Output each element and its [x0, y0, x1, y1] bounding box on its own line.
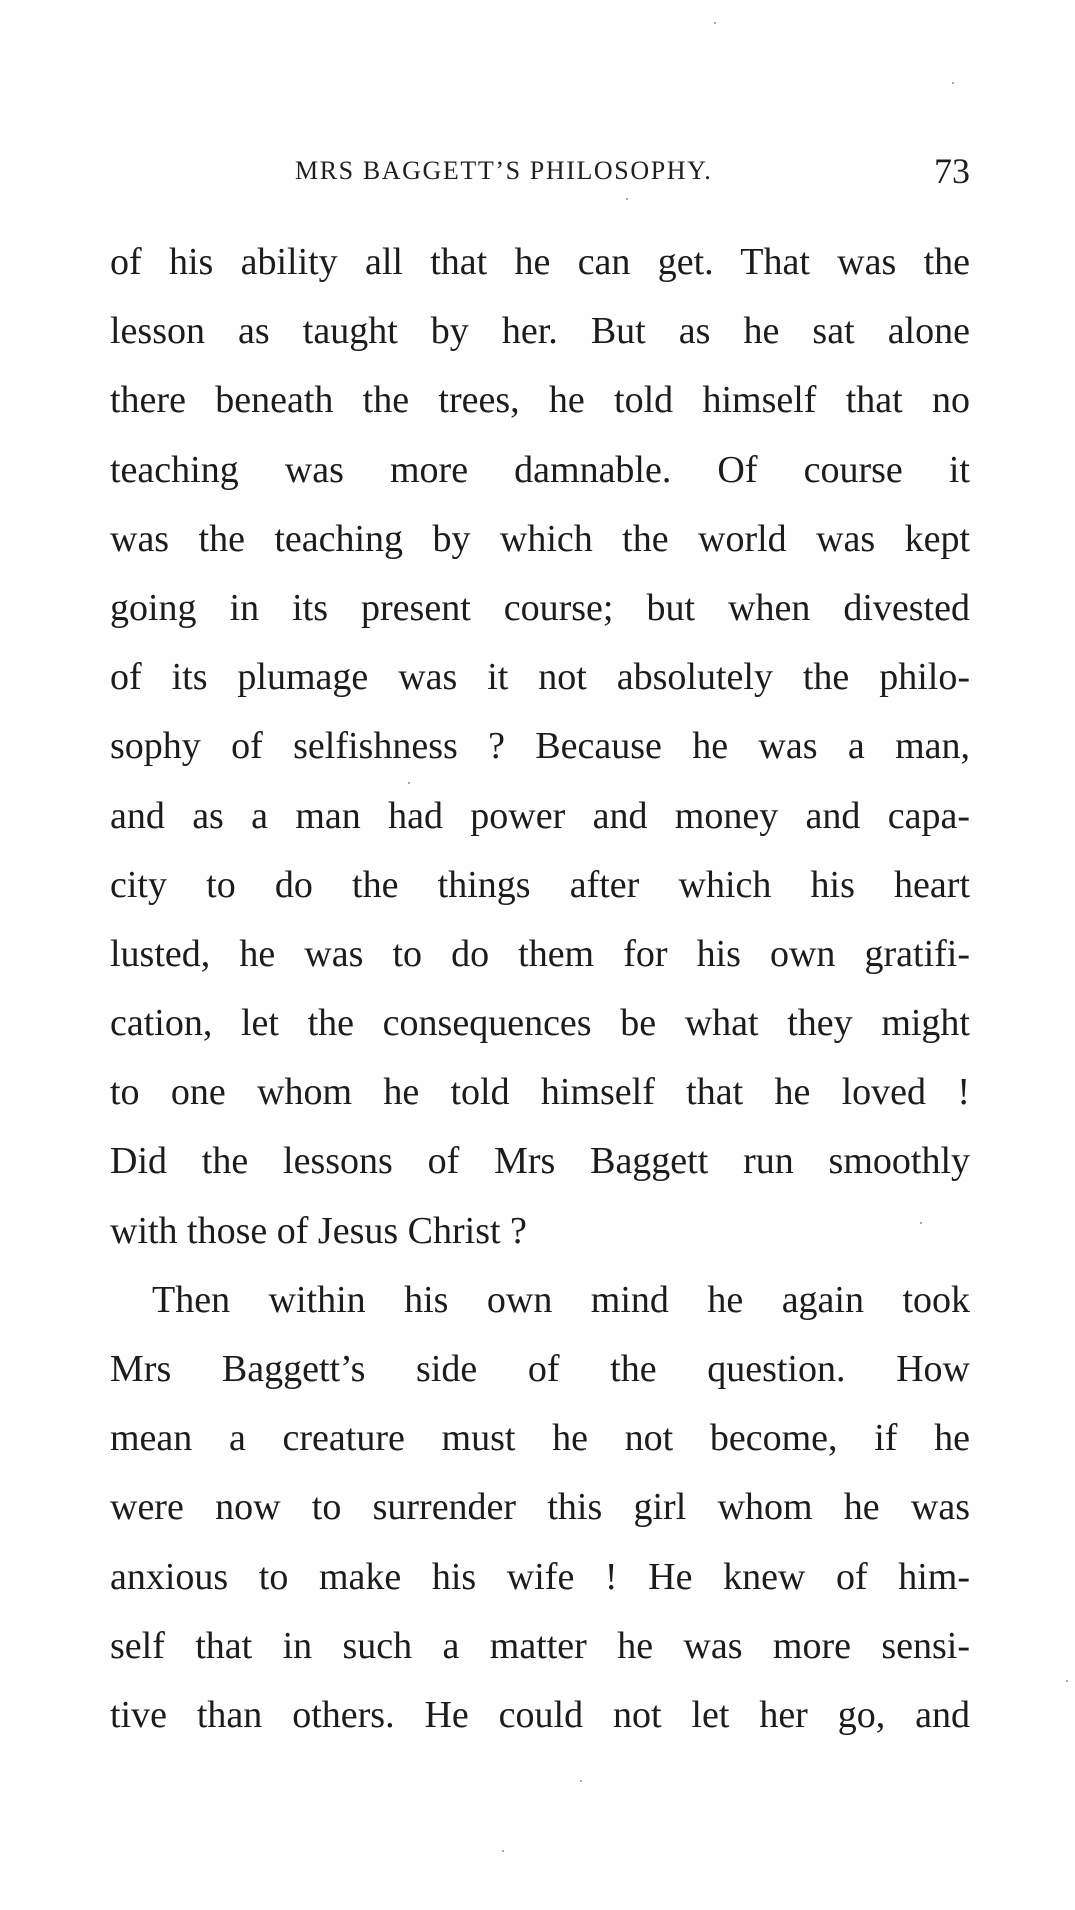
paragraph-2	[110, 1266, 970, 1750]
paper-speck	[920, 1222, 922, 1224]
paper-speck	[502, 1850, 504, 1852]
text-line: going in its present course; but when divested	[110, 586, 970, 629]
text-line: lesson as taught by her. But as he sat alone	[110, 310, 970, 353]
text-line: of its plumage was it not absolutely the philo-	[110, 656, 970, 699]
text-line: to one whom he told himself that he loved !	[110, 1071, 970, 1114]
text-line: anxious to make his wife ! He knew of him-	[110, 1555, 970, 1598]
text-line: city to do the things after which his heart	[110, 863, 970, 906]
paper-speck	[1066, 1680, 1068, 1682]
paper-speck	[580, 1780, 582, 1782]
text-line: cation, let the consequences be what they might	[110, 1002, 970, 1045]
text-line: there beneath the trees, he told himself that no	[110, 379, 970, 422]
text-line: self that in such a matter he was more sensi-	[110, 1624, 970, 1667]
paragraph-1	[110, 228, 970, 1266]
text-line: tive than others. He could not let her go, and	[110, 1693, 970, 1736]
text-line: Mrs Baggett’s side of the question. How	[110, 1348, 970, 1390]
text-line: teaching was more damnable. Of course it	[110, 448, 970, 491]
paper-speck	[626, 198, 628, 200]
paper-speck	[408, 782, 410, 784]
text-line: and as a man had power and money and capa-	[110, 794, 970, 837]
text-line: Then within his own mind he again took	[152, 1278, 970, 1321]
page-header	[110, 150, 970, 195]
body-text	[110, 228, 970, 1750]
text-line: were now to surrender this girl whom he was	[110, 1486, 970, 1529]
text-line: mean a creature must he not become, if he	[110, 1417, 970, 1460]
text-line: sophy of selfishness ? Because he was a man,	[110, 725, 970, 768]
text-line: Did the lessons of Mrs Baggett run smoothly	[110, 1140, 970, 1183]
text-line: was the teaching by which the world was kept	[110, 517, 970, 560]
text-line: of his ability all that he can get. That was the	[110, 241, 970, 283]
running-head: MRS BAGGETT’S PHILOSOPHY.	[295, 156, 713, 185]
paper-speck	[714, 22, 716, 24]
text-line: with those of Jesus Christ ?	[110, 1209, 527, 1252]
paper-speck	[952, 82, 954, 84]
text-line: lusted, he was to do them for his own gratifi-	[110, 932, 970, 975]
page-number: 73	[934, 151, 970, 191]
